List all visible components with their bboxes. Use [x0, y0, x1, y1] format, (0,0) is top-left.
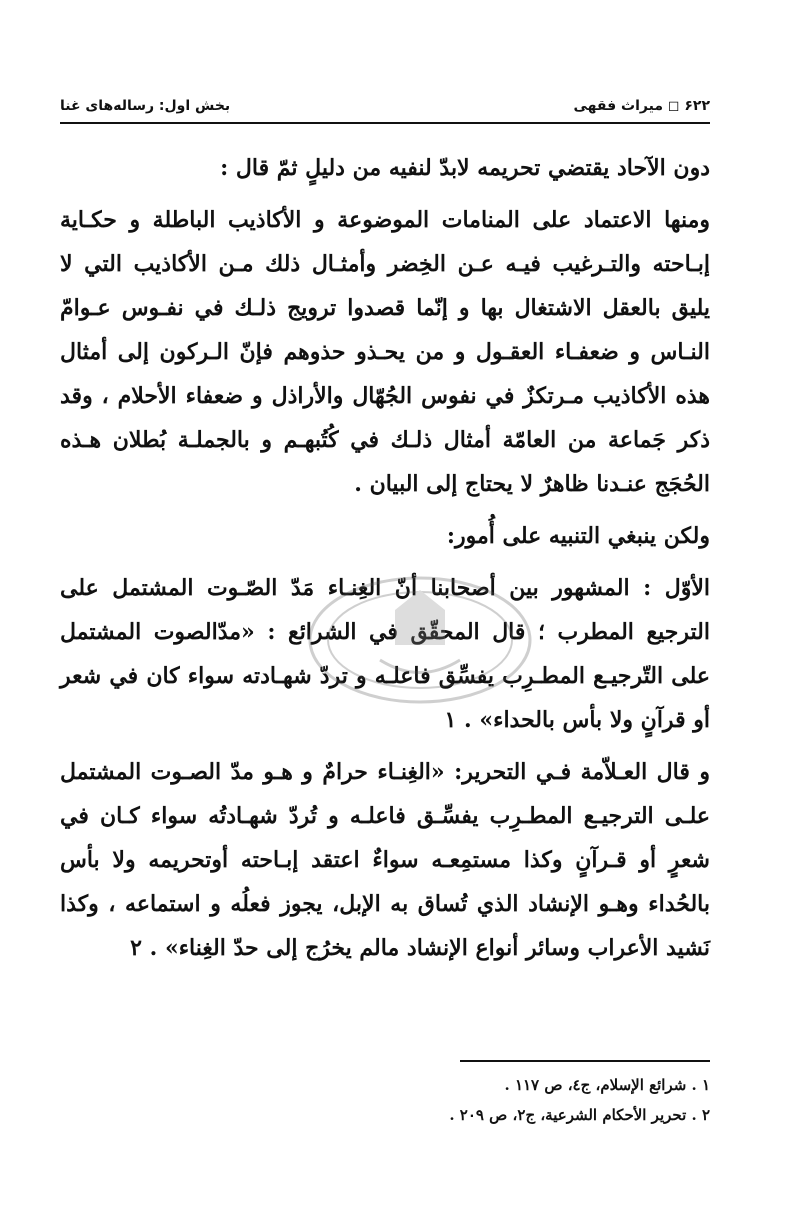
running-header — [60, 88, 710, 114]
paragraph-4 — [60, 566, 710, 742]
footnote-1: ١ . شرائع الإسلام، ج٤، ص ١١٧ . — [504, 1076, 710, 1094]
footnote-2: ٢ . تحرير الأحكام الشرعية، ج٢، ص ٢٠٩ . — [449, 1106, 710, 1124]
paragraph-3: ولكن ينبغي التنبيه على أُمور: — [446, 523, 710, 549]
page-number-label: ۶۲۲ ◻ میراث فقهی — [573, 98, 710, 114]
footnote-divider — [460, 1060, 710, 1062]
paragraph-2: ومنها الاعتماد على المنامات الموضوعة و الأكاذيب الباطلة و حكـاية إبـاحته والتـرغيب فيـه عـن الخِضر وأمثـال ذلك مـن الأكاذيب التي لا يليق بالعقل الاشتغال بها و إنّما قصدوا ترويج ذلـك في نفـوس عـوامّ النـاس و ضعفـاء العقـول و من يحـذو حذوهم فإنّ الـركون إلى أمثال هذه الأكاذيب مـرتكزٌ في نفوس الجُهّال والأراذل و ضعفاء الأحلام ، وقد ذكر جَماعة من العامّة أمثال ذلـك في كُتُبهـم و بالجملـة بُطلان هـذه الحُجَج عنـدنا ظاهرٌ لا يحتاج إلى البيان . — [60, 207, 710, 497]
paragraph-1: دون الآحاد يقتضي تحريمه لابدّ لنفيه من دليلٍ ثمّ قال : — [220, 155, 710, 181]
paragraph-4-lead: الأوّل : — [643, 575, 710, 601]
paragraph-5: و قال العـلاّمة فـي التحرير: «الغِنـاء حرامٌ و هـو مدّ الصـوت المشتمل علـى الترجيـع المطـرِب يفسِّـق فاعلـه و تُردّ شهـادتُه سواء كـان في شعرٍ أو قـرآنٍ وكذا مستمِعـه سواءٌ اعتقد إبـاحته أوتحريمه ولا بأس بالحُداء وهـو الإنشاد الذي تُساق به الإبل، يجوز فعلُه و استماعه ، وكذا نَشيد الأعراب وسائر أنواع الإنشاد مالم يخرُج إلى حدّ الغِناء» . ٢ — [60, 759, 710, 961]
paragraph-4-text: المشهور بين أصحابنا أنّ الغِنـاء مَدّ الصّـوت المشتمل على الترجيع المطرب ؛ قال المحقّق في الشرائع : «مدّالصوت المشتمل على التّرجيـع المطـرِب يفسِّق فاعلـه و تردّ شهـادته سواء كان في شعر أو قرآنٍ ولا بأس بالحداء» . ١ — [60, 575, 710, 733]
footnotes — [60, 1070, 710, 1130]
main-text — [60, 146, 710, 970]
header-divider — [60, 122, 710, 124]
section-label: بخش اول: رساله‌های غنا — [60, 98, 231, 114]
